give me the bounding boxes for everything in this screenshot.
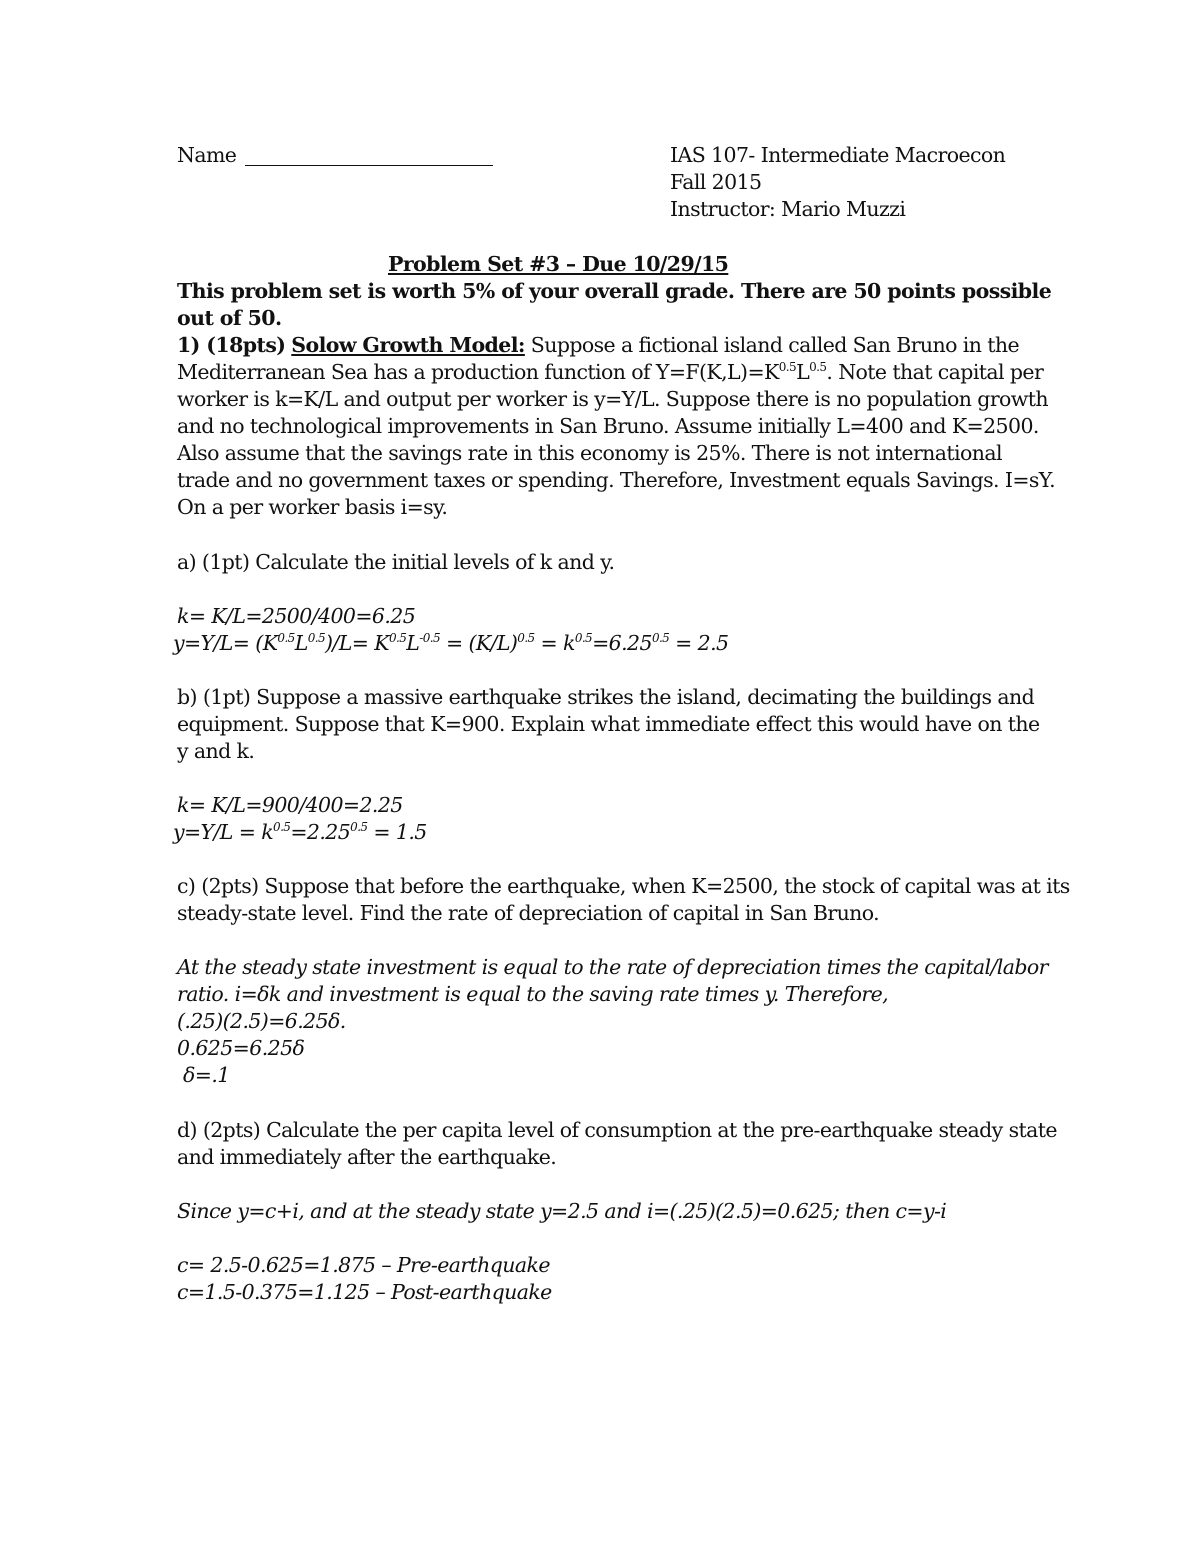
exponent: 0.5 [809, 360, 827, 374]
exponent: -0.5 [419, 631, 441, 645]
part-d-answer-1: Since y=c+i, and at the steady state y=2.5 and i=(.25)(2.5)=0.625; then c=y-i [177, 1199, 947, 1223]
part-c-answer-1: At the steady state investment is equal to the rate of depreciation times the capital/labor [177, 955, 1048, 979]
q1-line-5: Also assume that the savings rate in this economy is 25%. There is not international [177, 441, 1002, 465]
exponent: 0.5 [307, 631, 326, 645]
part-b-answer-y [173, 819, 427, 846]
q1-l2-text: . Note that capital per [826, 360, 1044, 384]
equation-text: y=Y/L = k [173, 820, 274, 844]
part-c-answer-2: ratio. i=δk and investment is equal to the saving rate times y. Therefore, [177, 982, 889, 1006]
exponent: 0.5 [778, 360, 797, 374]
part-d-answer-2: c= 2.5-0.625=1.875 – Pre-earthquake [177, 1253, 550, 1277]
equation-text: )/L= K [325, 631, 389, 655]
intro-line-2: out of 50. [177, 306, 282, 330]
exponent: 0.5 [574, 631, 593, 645]
equation-text: = 2.5 [669, 631, 729, 655]
q1-line-1-rest: Suppose a fictional island called San Bruno in the [524, 333, 1020, 357]
q1-line-2 [177, 359, 1043, 386]
exponent: 0.5 [350, 820, 368, 834]
part-b-question-1: b) (1pt) Suppose a massive earthquake strikes the island, decimating the buildings and [177, 685, 1035, 709]
exponent: 0.5 [277, 631, 295, 645]
part-c-answer-5: δ=.1 [183, 1063, 230, 1087]
part-c-answer-4: 0.625=6.25δ [177, 1036, 305, 1060]
part-a-answer-y [173, 630, 728, 657]
part-c-answer-3: (.25)(2.5)=6.25δ. [177, 1009, 346, 1033]
name-blank-line [245, 165, 493, 166]
equation-text: y=Y/L= (K [173, 631, 278, 655]
equation-text: = (K/L) [440, 631, 518, 655]
q1-number: 1) (18pts) [177, 333, 286, 357]
part-d-answer-3: c=1.5-0.375=1.125 – Post-earthquake [177, 1280, 552, 1304]
exponent: 0.5 [388, 631, 407, 645]
page-title: Problem Set #3 – Due 10/29/15 [388, 252, 729, 276]
q1-line-3: worker is k=K/L and output per worker is y=Y/L. Suppose there is no population growth [177, 387, 1048, 411]
q1-line-7: On a per worker basis i=sy. [177, 495, 448, 519]
part-d-question-2: and immediately after the earthquake. [177, 1145, 557, 1169]
name-label: Name [177, 143, 237, 167]
q1-heading: Solow Growth Model: [291, 333, 525, 357]
exponent: 0.5 [517, 631, 535, 645]
part-a-question: a) (1pt) Calculate the initial levels of k and y. [177, 550, 615, 574]
exponent: 0.5 [651, 631, 670, 645]
equation-text: L [406, 631, 420, 655]
course-title: IAS 107- Intermediate Macroecon [670, 143, 1006, 167]
part-c-question-1: c) (2pts) Suppose that before the earthquake, when K=2500, the stock of capital was at its [177, 874, 1070, 898]
q1-line-1 [177, 332, 1019, 359]
part-b-answer-k: k= K/L=900/400=2.25 [177, 793, 403, 817]
q1-l2-text: L [796, 360, 810, 384]
q1-line-4: and no technological improvements in San Bruno. Assume initially L=400 and K=2500. [177, 414, 1039, 438]
equation-text: =6.25 [592, 631, 652, 655]
part-d-question-1: d) (2pts) Calculate the per capita level of consumption at the pre-earthquake steady state [177, 1118, 1057, 1142]
part-c-question-2: steady-state level. Find the rate of depreciation of capital in San Bruno. [177, 901, 880, 925]
equation-text: =2.25 [290, 820, 351, 844]
instructor: Instructor: Mario Muzzi [670, 197, 906, 221]
part-b-question-3: y and k. [177, 739, 255, 763]
equation-text: L [294, 631, 308, 655]
equation-text: = 1.5 [367, 820, 427, 844]
term: Fall 2015 [670, 170, 762, 194]
equation-text: = k [534, 631, 575, 655]
q1-l2-text: Mediterranean Sea has a production function of Y=F(K,L)=K [177, 360, 779, 384]
intro-line-1: This problem set is worth 5% of your overall grade. There are 50 points possible [177, 279, 1052, 303]
exponent: 0.5 [273, 820, 291, 834]
part-b-question-2: equipment. Suppose that K=900. Explain what immediate effect this would have on the [177, 712, 1040, 736]
q1-line-6: trade and no government taxes or spending. Therefore, Investment equals Savings. I=sY. [177, 468, 1056, 492]
part-a-answer-k: k= K/L=2500/400=6.25 [177, 604, 416, 628]
